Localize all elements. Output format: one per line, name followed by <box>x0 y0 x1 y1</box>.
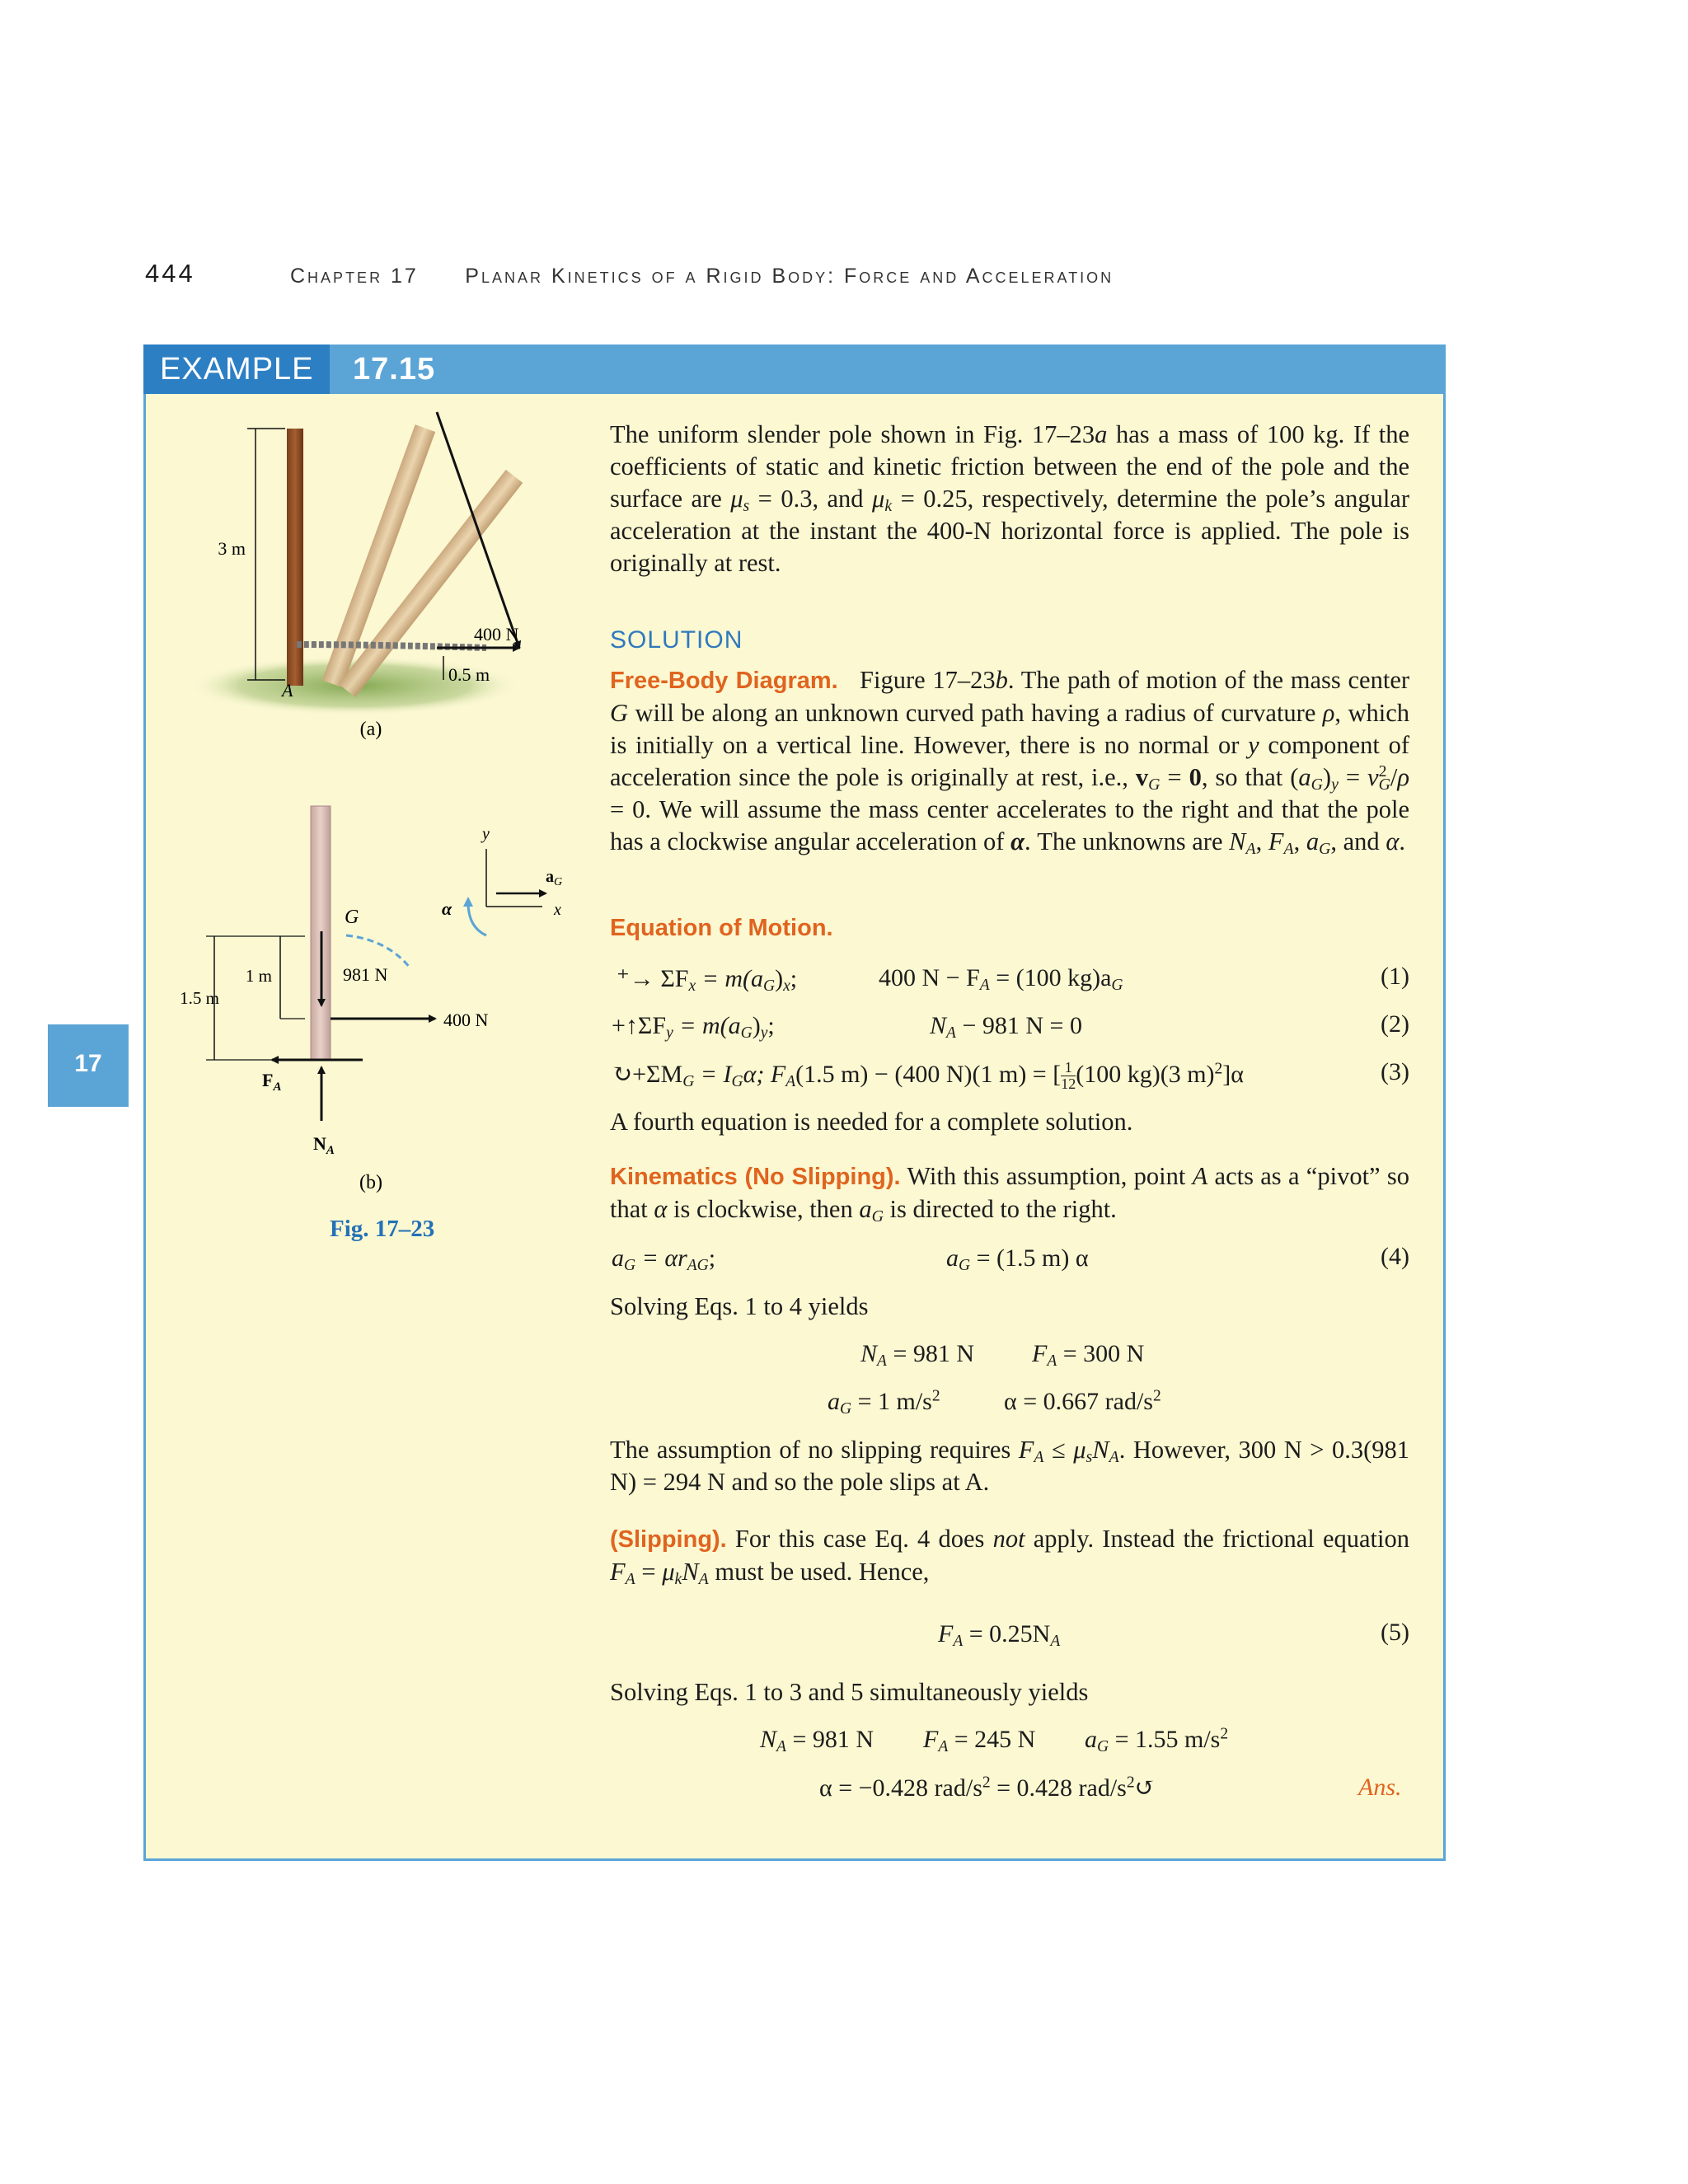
result-ag: $a_G = 1$ $m/s^2$ <box>828 1387 940 1418</box>
figure-part-a <box>190 412 523 740</box>
eom-runin: Equation of Motion. <box>610 915 833 941</box>
caption-a: (a) <box>359 719 382 740</box>
problem-statement: The uniform slender pole shown in Fig. 17–23a has a mass of 100 kg. If the coefficients of static and kinetic friction between the end of the pole and the surface are $\mu_s = 0.3$, and $\mu_k = 0.25$, respectively, determine the pole’s angular acceleration at the instant the 400-N horizontal force is applied. The pole is originally at rest. <box>610 420 1409 577</box>
label-y: y <box>482 825 490 843</box>
label-1m: 1 m <box>245 966 272 986</box>
alpha-arc <box>468 902 486 935</box>
example-number: 17.15 <box>353 352 436 387</box>
chapter-label: Chapter 17 <box>290 265 419 288</box>
equation-5: $F_A = 0.25N_A$ <box>938 1620 1061 1650</box>
no-slip-check: The assumption of no slipping requires $F_A \le \mu_sN_A$. However, 300 N > 0.3(981 N) = 294 N and so the pole slips at A. <box>610 1436 1409 1496</box>
running-header <box>290 263 1114 288</box>
example-label: EXAMPLE <box>160 352 314 387</box>
label-weight: 981 N <box>343 964 388 985</box>
label-force-b: 400 N <box>443 1010 489 1030</box>
curved-path <box>346 935 410 968</box>
figure-part-b <box>180 806 562 1193</box>
label-1-5m: 1.5 m <box>180 988 219 1008</box>
kinematics-runin: Kinematics (No Slipping). <box>610 1164 901 1190</box>
equation-4-left: $a_G = \alpha r_{AG}$; <box>612 1244 716 1274</box>
figure-17-23 <box>180 412 585 1203</box>
slipping-paragraph: (Slipping). For this case Eq. 4 does not apply. Instead the frictional equation $F_A = \mu_kN_A$ must be used. Hence, <box>610 1525 1409 1588</box>
solving-1-4: Solving Eqs. 1 to 4 yields <box>610 1292 869 1320</box>
equation-1-left: ⁺→ $\Sigma F_x = m(a_G)_x$; <box>617 965 798 995</box>
final-ag: $a_G = 1.55$ $m/s^2$ <box>1085 1725 1229 1755</box>
label-g: G <box>345 907 359 928</box>
chapter-title: Planar Kinetics of a Rigid Body: Force and Acceleration <box>465 265 1114 288</box>
equation-3-number: (3) <box>1381 1058 1409 1085</box>
label-x: x <box>554 901 561 919</box>
equation-2-left: $+↑\Sigma F_y = m(a_G)_y$; <box>612 1012 775 1042</box>
label-offset: 0.5 m <box>448 664 490 685</box>
caption-b: (b) <box>359 1172 382 1193</box>
chapter-tab-label: 17 <box>74 1050 102 1077</box>
slipping-runin: (Slipping). <box>610 1526 727 1553</box>
page-number: 444 <box>145 259 195 288</box>
solving-1-3-5: Solving Eqs. 1 to 3 and 5 simultaneously yields <box>610 1678 1089 1706</box>
example-banner <box>143 344 1446 394</box>
equation-4-right: $a_G = (1.5$ m) α <box>946 1244 1089 1274</box>
counterclockwise-icon: ↺ <box>1134 1774 1156 1802</box>
final-na: $N_A = 981$ N <box>760 1726 874 1755</box>
equation-3: $↻+\Sigma M_G = I_G\alpha$; $F_A(1.5$ m) − (400 N)(1 m) = [ $\frac{1}{12}$ (100 kg)(3 m)$^2$]α <box>612 1059 1244 1093</box>
solution-heading: SOLUTION <box>610 626 743 654</box>
label-ag: $a_G$ <box>546 868 563 888</box>
fbd-paragraph: Free-Body Diagram. Figure 17–23b. The path of motion of the mass center G will be along an unknown curved path having a radius of curvature ρ, which is initially on a vertical line. However, there is no normal or y component of acceleration since the pole is originally at rest, i.e., $v_G = 0$, so that $(a_G)_y = v^2_G/\rho = 0$. We will assume the mass center accelerates to the right and that the pole has a clockwise angular acceleration of α. The unknowns are $N_A$, $F_A$, $a_G$, and α. <box>610 666 1410 858</box>
equation-1-right: 400 $N - F_A = (100$ $kg)a_G$ <box>879 964 1123 994</box>
label-point-a: A <box>282 680 293 701</box>
final-alpha: α = −0.428 rad/$s^2 = 0.428$ rad/$s^2↺$ <box>819 1774 1156 1802</box>
label-force-a: 400 N <box>474 624 519 644</box>
kinematics-paragraph: Kinematics (No Slipping). With this assumption, point A acts as a “pivot” so that α is clockwise, then $a_G$ is directed to the right. <box>610 1162 1409 1226</box>
equation-2-number: (2) <box>1381 1010 1409 1038</box>
eom-note: A fourth equation is needed for a complete solution. <box>610 1108 1133 1136</box>
label-fa: $F_A$ <box>262 1070 282 1094</box>
result-na: $N_A = 981$ N <box>860 1340 975 1370</box>
label-alpha: α <box>442 898 452 919</box>
equation-5-number: (5) <box>1381 1619 1409 1646</box>
faded-pole-positions <box>322 424 523 697</box>
label-height: 3 m <box>218 538 246 559</box>
figure-caption: Fig. 17–23 <box>330 1216 435 1242</box>
answer-marker: Ans. <box>1358 1774 1402 1801</box>
result-alpha: α = 0.667 rad/$s^2$ <box>1004 1387 1161 1415</box>
final-fa: $F_A = 245$ N <box>923 1726 1036 1755</box>
equation-1-number: (1) <box>1381 963 1409 990</box>
result-fa: $F_A = 300$ N <box>1032 1340 1145 1370</box>
equation-2-right: $N_A - 981$ N = 0 <box>930 1012 1082 1042</box>
equation-4-number: (4) <box>1381 1243 1409 1270</box>
label-na: $N_A$ <box>313 1133 335 1157</box>
fbd-runin: Free-Body Diagram. <box>610 668 838 694</box>
